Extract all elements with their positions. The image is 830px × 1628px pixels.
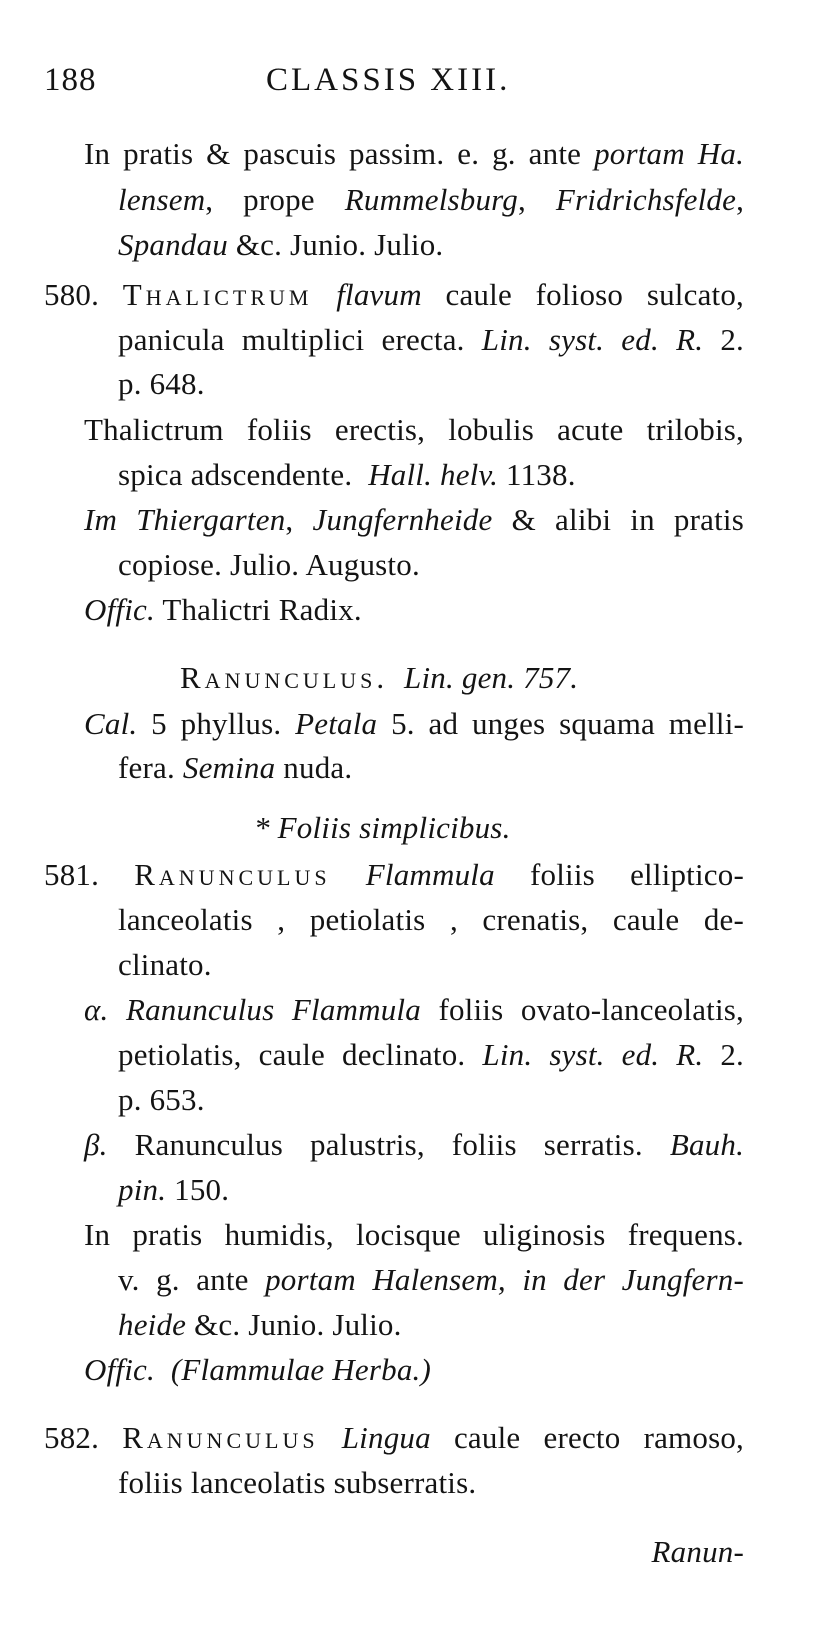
page-number: 188: [44, 62, 97, 98]
entry-580-genus: Thalictrum: [122, 277, 313, 312]
entry-582-species: Lingua: [341, 1420, 431, 1455]
entry-581-locality-line-1: In pratis humidis, locisque uliginosis frequens.: [84, 1217, 744, 1252]
entry-580-line-3: p. 648.: [118, 366, 205, 401]
entry-581-genus: Ranunculus: [134, 857, 331, 892]
entry-581-line-1: 581. Ranunculus Flammula foliis elliptico-: [44, 857, 744, 892]
intro-line-2: lensem, prope Rummelsburg, Fridrichsfelde,: [118, 182, 745, 217]
intro-line-1: In pratis & pascuis passim. e. g. ante portam Ha.: [84, 136, 745, 171]
entry-582-number: 582.: [44, 1420, 100, 1455]
catchword: Ranun-: [651, 1534, 744, 1569]
genus-description-line-1: Cal. 5 phyllus. Petala 5. ad unges squama melli-: [84, 706, 745, 741]
running-title: CLASSIS XIII.: [266, 62, 511, 98]
entry-582-line-2: foliis lanceolatis subserratis.: [118, 1465, 477, 1500]
entry-580-locality-line-2: copiose. Julio. Augusto.: [118, 547, 420, 582]
entry-580-offic: Offic. Thalictri Radix.: [84, 592, 362, 627]
entry-580-synonym-line-1: Thalictrum foliis erectis, lobulis acute trilobis,: [84, 412, 744, 447]
entry-581-alpha-line-2: petiolatis, caule declinato. Lin. syst. ed. R. 2.: [118, 1037, 745, 1072]
genus-description-line-2: fera. Semina nuda.: [118, 750, 353, 785]
entry-580-synonym-line-2: spica adscendente. Hall. helv. 1138.: [118, 457, 576, 492]
entry-581-alpha-line-3: p. 653.: [118, 1082, 205, 1117]
entry-581-beta-line-1: β. Ranunculus palustris, foliis serratis. Bauh.: [84, 1127, 745, 1162]
intro-line-3: Spandau &c. Junio. Julio.: [118, 227, 444, 262]
entry-581-line-3: clinato.: [118, 947, 212, 982]
entry-580-line-1: 580. Thalictrum flavum caule folioso sulcato,: [44, 277, 745, 312]
entry-580-line-2: panicula multiplici erecta. Lin. syst. ed. R. 2.: [118, 322, 744, 357]
entry-581-species: Flammula: [365, 857, 495, 892]
entry-581-line-2: lanceolatis , petiolatis , crenatis, caule de-: [118, 902, 744, 937]
entry-580-locality-line-1: Im Thiergarten, Jungfernheide & alibi in pratis: [84, 502, 744, 537]
entry-581-alpha-line-1: α. Ranunculus Flammula foliis ovato-lanceolatis,: [84, 992, 744, 1027]
genus-heading: Ranunculus. Lin. gen. 757.: [180, 660, 579, 695]
entry-581-beta-line-2: pin. 150.: [118, 1172, 230, 1207]
entry-580-species: flavum: [336, 277, 422, 312]
entry-582-genus: Ranunculus: [122, 1420, 319, 1455]
entry-581-locality-line-3: heide &c. Junio. Julio.: [118, 1307, 402, 1342]
entry-581-locality-line-2: v. g. ante portam Halensem, in der Jungfern-: [118, 1262, 744, 1297]
entry-580-number: 580.: [44, 277, 100, 312]
section-subheading: * Foliis simplicibus.: [254, 810, 511, 845]
entry-581-offic: Offic. (Flammulae Herba.): [84, 1352, 431, 1387]
entry-582-line-1: 582. Ranunculus Lingua caule erecto ramoso,: [44, 1420, 744, 1455]
entry-581-number: 581.: [44, 857, 100, 892]
